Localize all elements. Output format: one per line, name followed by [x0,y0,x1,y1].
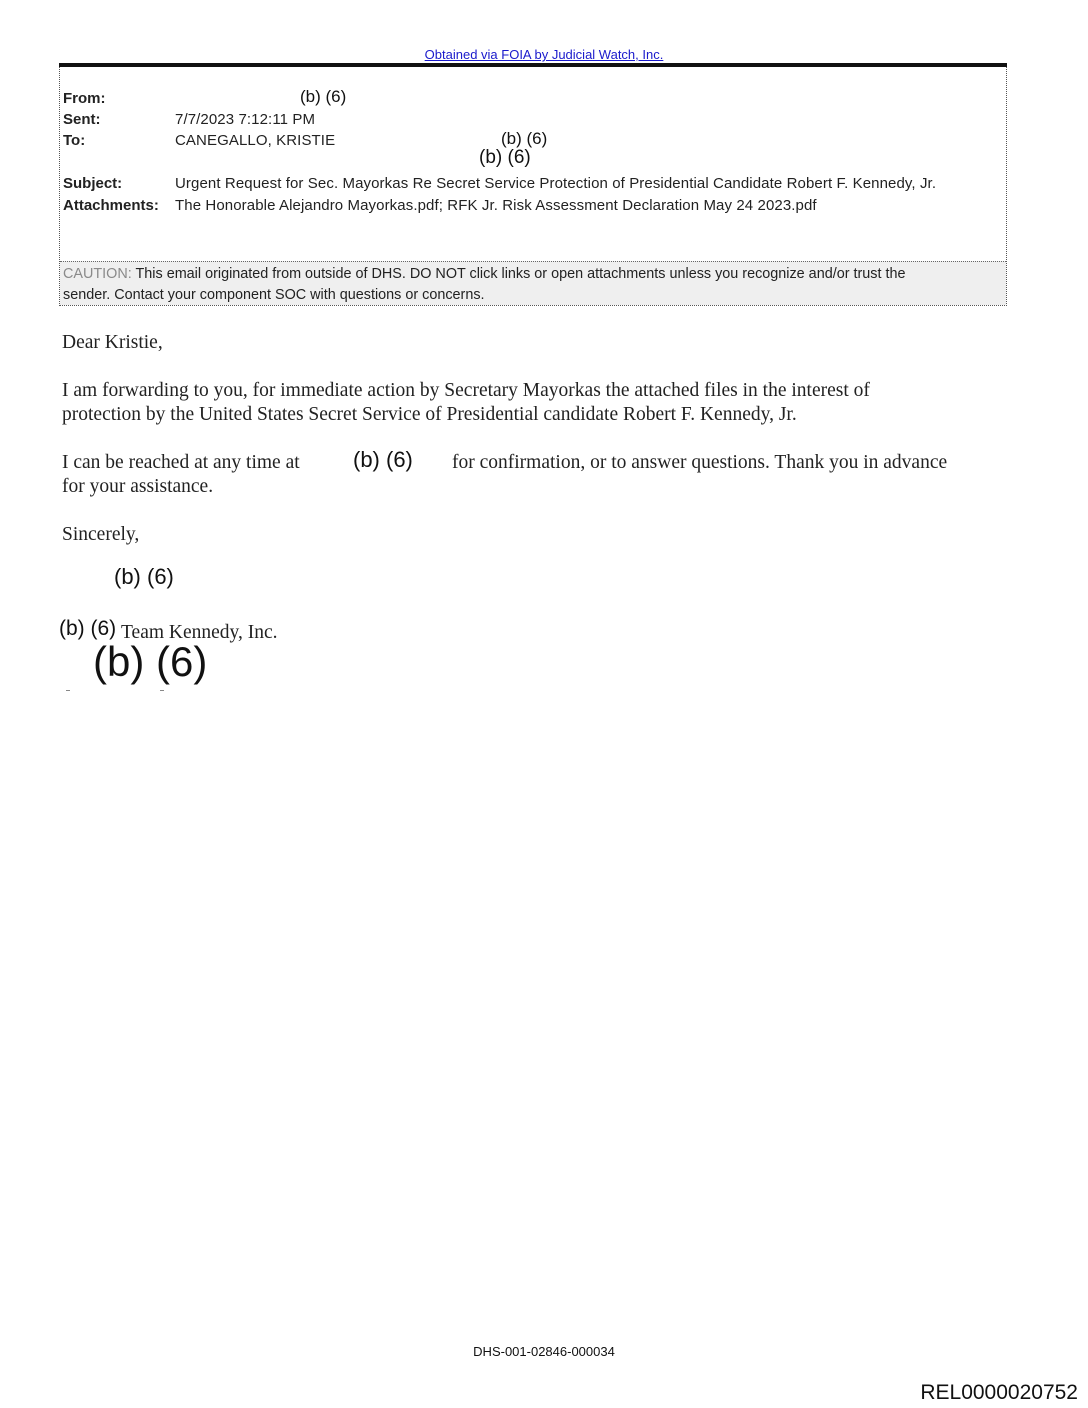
from-label: From: [63,90,106,107]
caution-line-2: sender. Contact your component SOC with questions or concerns. [63,287,485,303]
signature-redaction: (b) (6) [114,564,174,589]
foia-banner-link[interactable]: Obtained via FOIA by Judicial Watch, Inc. [424,47,664,62]
paragraph-1-line-2: protection by the United States Secret Service of Presidential candidate Robert F. Kennedy, Jr. [62,404,797,425]
email-header-box [59,63,1007,306]
to-label: To: [63,132,86,149]
subject-label: Subject: [63,175,123,192]
to-redaction-1: (b) (6) [501,129,548,148]
caution-label: CAUTION: [63,266,132,282]
to-value: CANEGALLO, KRISTIE [175,132,336,149]
closing: Sincerely, [62,524,140,545]
scan-artifact [66,690,70,691]
attachments-value[interactable]: The Honorable Alejandro Mayorkas.pdf; RFK Jr. Risk Assessment Declaration May 24 2023.pdf [175,197,817,214]
document-id: DHS-001-02846-000034 [473,1344,615,1359]
release-id: REL0000020752 [920,1381,1078,1404]
subject-value: Urgent Request for Sec. Mayorkas Re Secret Service Protection of Presidential Candidate Robert F. Kennedy, Jr. [175,175,937,192]
paragraph-2-prefix: I can be reached at any time at [62,452,300,473]
caution-line-1 [63,264,1003,285]
to-redaction-2: (b) (6) [479,147,531,168]
greeting: Dear Kristie, [62,332,163,353]
paragraph-1-line-1: I am forwarding to you, for immediate action by Secretary Mayorkas the attached files in the interest of [62,380,870,401]
sent-value: 7/7/2023 7:12:11 PM [175,111,316,128]
paragraph-2-line-2: for your assistance. [62,476,214,497]
large-redaction: (b) (6) [93,638,208,685]
sent-label: Sent: [63,111,101,128]
scan-artifact [160,690,164,691]
from-redaction: (b) (6) [300,87,347,106]
caution-text-1: This email originated from outside of DHS. DO NOT click links or open attachments unless you recognize and/or trust the [131,266,906,282]
phone-redaction: (b) (6) [353,447,413,472]
header-top-bar [59,63,1007,67]
attachments-label: Attachments: [63,197,159,214]
org-redaction: (b) (6) [59,617,117,640]
paragraph-2-suffix: for confirmation, or to answer questions. Thank you in advance [452,452,948,473]
organization-name: Team Kennedy, Inc. [121,622,278,643]
caution-banner [60,261,1006,305]
